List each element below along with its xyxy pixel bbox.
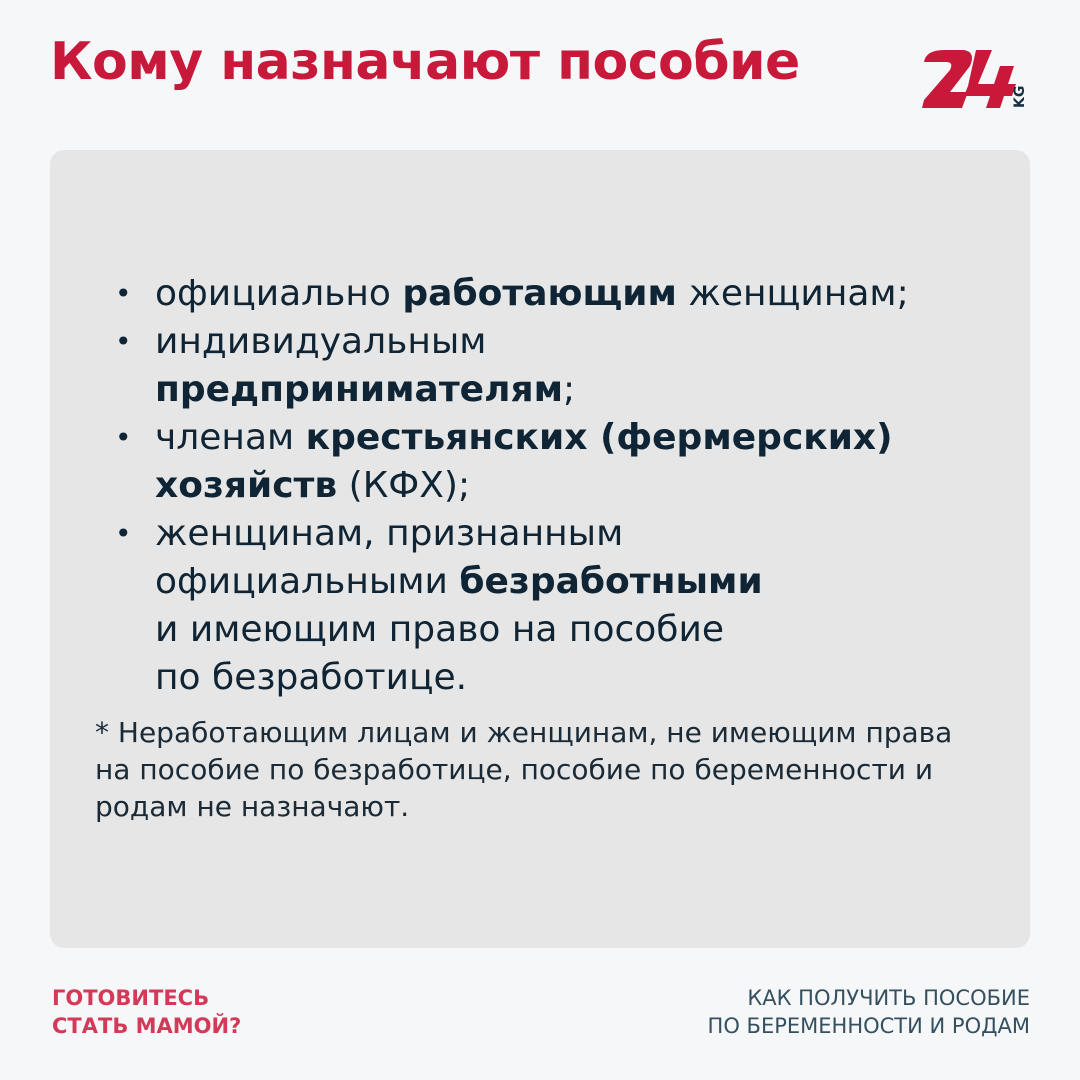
logo-suffix: KG xyxy=(1012,85,1028,108)
page-title: Кому назначают пособие xyxy=(50,32,800,92)
emphasis: работающим xyxy=(402,273,677,314)
emphasis: крестьянских (фермерских) xyxy=(305,417,893,458)
list-item: • членам крестьянских (фермерских) хозяйств (КФХ); xyxy=(155,414,909,510)
series-topic: КАК ПОЛУЧИТЬ ПОСОБИЕ ПО БЕРЕМЕННОСТИ И РОДАМ xyxy=(707,986,1030,1038)
series-tagline: ГОТОВИТЕСЬ СТАТЬ МАМОЙ? xyxy=(52,986,242,1038)
list-item: • официально работающим женщинам; xyxy=(155,270,909,318)
list-item: • женщинам, признанным официальными безработными и имеющим право на пособие по безработице. xyxy=(155,510,909,702)
brand-logo xyxy=(920,44,1036,116)
logo-24-mark xyxy=(922,50,1016,108)
eligibility-list xyxy=(155,270,909,702)
list-item: • индивидуальным предпринимателям; xyxy=(155,318,909,414)
footnote: * Неработающим лицам и женщинам, не имеющим права на пособие по безработице, пособие по беременности и родам не назначают. xyxy=(95,716,953,823)
emphasis: безработными xyxy=(459,561,763,602)
emphasis: хозяйств xyxy=(155,465,338,506)
emphasis: предпринимателям xyxy=(155,369,564,410)
